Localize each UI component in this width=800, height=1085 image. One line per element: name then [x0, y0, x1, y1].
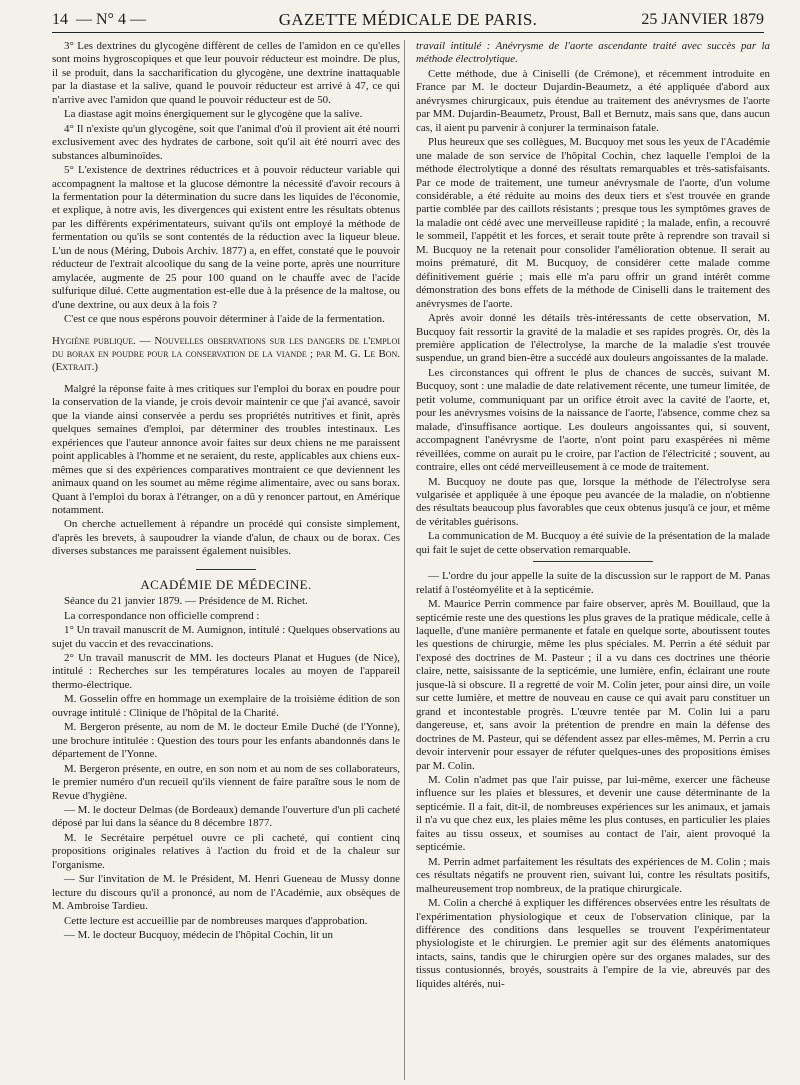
right-column	[416, 40, 770, 1082]
paragraph: M. Maurice Perrin commence par faire observer, après M. Bouillaud, que la septicémie reste une des questions les plus graves de la pratique médicale, celle à laquelle, d'une manière permanente et fatale en quelque sorte, aboutissent toutes les questions de chirurgie, même les plus spéciales. M. Perrin a été séduit par l'exposé des doctrines de M. Pasteur ; il a vu dans ces doctrines une théorie claire, nette, saisissante de la septicémie, une lumière, enfin, éclairant une route jusque-là si obscure. Il a regretté de voir M. Colin jeter, pour ainsi dire, un voile sur cette lumière, et mettre de nouveau en cause ce qui avait paru constituer un grand et incontestable progrès. L'œuvre tentée par M. Colin lui a paru dangereuse, et, sans avoir la prétention de prendre en main la défense des doctrines de M. Pasteur, qui se défendent assez par elles-mêmes, M. Perrin a cru devoir intervenir pour essayer de réfuter quelques-unes des propositions émises par M. Colin.	[416, 598, 770, 772]
paragraph: M. Bucquoy ne doute pas que, lorsque la méthode de l'électrolyse sera vulgarisée et appliquée à une époque peu avancée de la maladie, on n'obtienne des résultats beaucoup plus favorables que ceux obtenus jusqu'à ce jour, et même de véritables guérisons.	[416, 475, 770, 528]
page-number-issue: 14 — N° 4 —	[52, 11, 146, 28]
left-column	[52, 40, 400, 1082]
paragraph: Malgré la réponse faite à mes critiques sur l'emploi du borax en poudre pour la conservation de la viande, je crois devoir maintenir ce que j'ai avancé, savoir que la viande ainsi conservée a perdu ses propriétés nutritives et finit, après quelques semaines d'emploi, par déterminer des troubles intestinaux. Les expériences que l'auteur annonce avoir faites sur deux chiens ne me paraissent point applicables à l'homme et ne seraient, du reste, applicables aux chiens eux-mêmes que si des expériences comparatives montraient ce que deviennent les animaux quand on les soumet au même régime alimentaire, avec ou sans borax. Quant à l'emploi du borax à l'étranger, on a dû y renoncer partout, en Amérique notamment.	[52, 382, 400, 516]
paragraph: M. Colin a cherché à expliquer les différences observées entre les résultats de l'expérimentation physiologique et ceux de l'observation clinique, par la différence des conditions dans lesquelles se trouvent l'expérimentateur physiologiste et le chirurgien. Le premier agit sur des éléments anatomiques intacts, sains, tandis que le chirurgien opère sur des organes malades, sur des tissus contusionnés, broyés, soustraits à l'empire de la vie, abreuvés par des liquides altérés, nui-	[416, 897, 770, 990]
paragraph: La diastase agit moins énergiquement sur le glycogène que la salive.	[64, 108, 363, 121]
paragraph: M. le Secrétaire perpétuel ouvre ce pli cacheté, qui contient cinq propositions originales relatives à l'action du froid et de la chaleur sur l'organisme.	[52, 831, 400, 871]
paragraph: — L'ordre du jour appelle la suite de la discussion sur le rapport de M. Panas relatif à l'ostéomyélite et à la septicémie.	[416, 570, 770, 596]
paragraph: La communication de M. Bucquoy a été suivie de la présentation de la malade qui fait le sujet de cette observation remarquable.	[416, 530, 770, 556]
paragraph: Les circonstances qui offrent le plus de chances de succès, suivant M. Bucquoy, sont : une maladie de date relativement récente, une tumeur limitée, de petit volume, communiquant par un orifice étroit avec la cavité de l'aorte, et, pour les anévrysmes voisins de la naissance de l'aorte, l'absence, comme chez sa malade, d'insuffisance aortique. Les douleurs angoissantes qui, si souvent, accompagnent l'anévrysme de l'aorte, n'ont point paru exaspérées ni même réveillées, comme on aurait pu le croire, par l'action de l'électricité ; souvent, au contraire, elles ont cédé merveilleusement à ce mode de traitement.	[416, 366, 770, 474]
paragraph: 1° Un travail manuscrit de M. Aumignon, intitulé : Quelques observations au sujet du vaccin et des revaccinations.	[52, 624, 400, 650]
paragraph: M. Perrin admet parfaitement les résultats des expériences de M. Colin ; mais ces résultats négatifs ne prouvent rien, suivant lui, contre les résultats positifs, malheureusement trop nombreux, de la pratique chirurgicale.	[416, 855, 770, 895]
column-divider	[404, 40, 405, 1080]
paragraph: On cherche actuellement à répandre un procédé qui consiste simplement, d'après les brevets, à saupoudrer la viande d'alun, de chaux ou de borax. Ces diverses substances me paraissent également nuisibles.	[52, 518, 400, 558]
paragraph: M. Gosselin offre en hommage un exemplaire de la troisième édition de son ouvrage intitulé : Clinique de l'hôpital de la Charité.	[52, 693, 400, 719]
paragraph: M. Colin n'admet pas que l'air puisse, par lui-même, exercer une fâcheuse influence sur les plaies et blessures, et devenir une cause déterminante de la septicémie. Il a fait, dit-il, de nombreuses expériences sur les animaux, et jamais il n'a vu que chez eux, les plaies même les plus contuses, en particulier les plaies faites au tissu osseux, et soumises au contact de l'air, aient provoqué la septicémie.	[416, 774, 770, 854]
paragraph: — M. le docteur Delmas (de Bordeaux) demande l'ouverture d'un pli cacheté déposé par lui dans la séance du 8 décembre 1877.	[52, 804, 400, 830]
paragraph: Cette méthode, due à Ciniselli (de Crémone), et récemment introduite en France par M. le docteur Dujardin-Beaumetz, a été appliquée d'abord aux anévrysmes chirurgicaux, puis étendue au traitement des anévrysmes de l'aorte par MM. Dujardin-Beaumetz, Proust, Ball et Bernutz, mais sans que, dans aucun cas, il aient pu parvenir à conjurer la terminaison fatale.	[416, 67, 770, 134]
section-rule	[196, 569, 256, 570]
paragraph: — Sur l'invitation de M. le Président, M. Henri Gueneau de Mussy donne lecture du discours qu'il a prononcé, au nom de l'Académie, aux obsèques de M. Ambroise Tardieu.	[52, 873, 400, 913]
paragraph: La correspondance non officielle comprend :	[64, 609, 260, 622]
section-heading-hygiene: Hygiène publique. — Nouvelles observations sur les dangers de l'emploi du borax en poudre pour la conservation de la viande ; par M. G. Le Bon. (Extrait.)	[52, 334, 400, 374]
section-rule	[533, 561, 653, 562]
paragraph: M. Bergeron présente, au nom de M. le docteur Emile Duché (de l'Yonne), une brochure intitulée : Question des tours pour les enfants abandonnés dans le département de l'Yonne.	[52, 721, 400, 761]
paragraph: 2° Un travail manuscrit de MM. les docteurs Planat et Hugues (de Nice), intitulé : Recherches sur les températures locales au moyen de l'appareil thermo-électrique.	[52, 652, 400, 691]
paragraph: M. Bergeron présente, en outre, en son nom et au nom de ses collaborateurs, le premier numéro d'un recueil qu'ils viennent de faire paraître sous le nom de Revue d'hygiène.	[52, 762, 400, 802]
section-title-academie: ACADÉMIE DE MÉDECINE.	[140, 576, 312, 592]
seance-line: Séance du 21 janvier 1879. — Présidence de M. Richet.	[64, 595, 308, 608]
paragraph: Après avoir donné les détails très-intéressants de cette observation, M. Bucquoy fait ressortir la gravité de la maladie et ses rapides progrès. Or, dès la première application de l'électrolyse, la marche de la maladie s'est trouvée suspendue, un grand bien-être a succédé aux douleurs angoissantes de la malade.	[416, 312, 770, 365]
paragraph: C'est ce que nous espérons pouvoir déterminer à l'aide de la fermentation.	[64, 313, 385, 326]
paragraph: 5° L'existence de dextrines réductrices et à pouvoir réducteur variable qui accompagnent la maltose et la glucose démontre la nécessité d'avoir recours à la fermentation pour la détermination du sucre dans les liquides de l'économie, et explique, à notre avis, les divergences qui existent entre les résultats obtenus par les différents expérimentateurs, suivant qu'ils ont employé la méthode de fermentation ou qu'ils se sont contentés de la réduction avec la liqueur bleue. L'un de nous (Méring, Dubois Archiv. 1877) a, en effet, constaté que le pouvoir réducteur de l'extrait alcoolique du sang de la veine porte, après une nourriture amylacée, augmente de 25 pour 100 quand on le chauffe avec de l'acide sulfurique dilué. Cette augmentation est-elle due à la présence de la maltose, ou d'une dextrine, ou aux deux à la fois ?	[52, 164, 400, 311]
page-header	[52, 8, 764, 33]
paragraph: Cette lecture est accueillie par de nombreuses marques d'approbation.	[64, 914, 368, 927]
paragraph: 4° Il n'existe qu'un glycogène, soit que l'animal d'où il provient ait été nourri exclusivement avec des hydrates de carbone, soit qu'il ait été nourri avec des substances albuminoïdes.	[52, 122, 400, 162]
journal-title: GAZETTE MÉDICALE DE PARIS.	[278, 10, 538, 29]
paragraph: — M. le docteur Bucquoy, médecin de l'hôpital Cochin, lit un	[64, 929, 333, 942]
paragraph: travail intitulé : Anévrysme de l'aorte ascendante traité avec succès par la méthode électrolytique.	[416, 40, 770, 66]
paragraph: 3° Les dextrines du glycogène diffèrent de celles de l'amidon en ce qu'elles sont moins hygroscopiques et que leur pouvoir réducteur est moindre. De plus, il se produit, dans la saccharification du glycogène, une dextrine inattaquable par la diastase et la salive, quand le pouvoir réducteur est arrivé à 47, ce qui n'arrive avec l'amidon que quand le pouvoir réducteur est de 50.	[52, 40, 400, 106]
paragraph: Plus heureux que ses collègues, M. Bucquoy met sous les yeux de l'Académie une malade de son service de l'hôpital Cochin, chez laquelle l'emploi de la méthode électrolytique a donné des résultats remarquables et très-satisfaisants. Par ce mode de traitement, une tumeur anévrysmale de l'aorte, d'un volume considérable, a été réduite au moins des deux tiers et s'est trouvée en grande partie comblée par des caillots résistants ; presque tous les symptômes graves de la maladie ont cédé avec une merveilleuse rapidité ; la malade, enfin, a recouvré le sommeil, l'appétit et les forces, et serait toute prête à reprendre son travail si M. Bucquoy ne la retenait pour consolider l'amélioration obtenue. Il serait au moins prématuré, dit M. Bucquoy, de considérer cette malade comme définitivement guérie ; mais elle m'a paru offrir un grand intérêt comme démonstration des bons effets de la méthode de Ciniselli dans le traitement des anévrysmes de l'aorte.	[416, 136, 770, 310]
issue-date: 25 JANVIER 1879	[641, 11, 764, 28]
